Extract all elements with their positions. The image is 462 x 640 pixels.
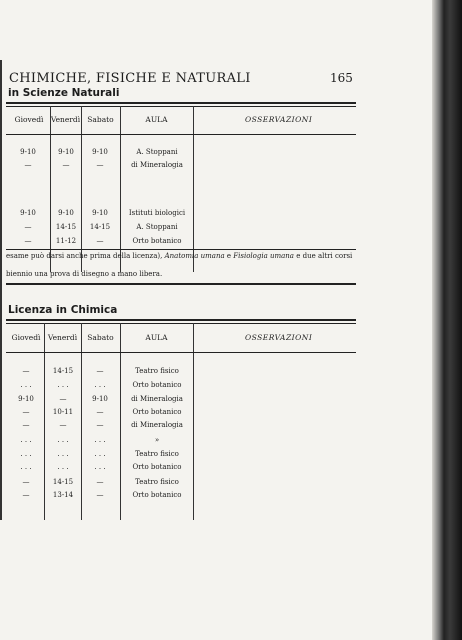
- cell-venerdi: 14-15: [52, 367, 74, 375]
- cell-aula: Teatro fisico: [135, 450, 179, 458]
- cell-sabato: —: [96, 491, 104, 499]
- cell-aula: A. Stoppani: [136, 223, 178, 231]
- cell-venerdi: —: [59, 421, 67, 429]
- table1-top-rule: [6, 102, 356, 104]
- cell-aula: Istituti biologici: [128, 209, 186, 217]
- col-header-osservazioni: OSSERVAZIONI: [245, 333, 313, 342]
- section-title-licenza-chimica: Licenza in Chimica: [8, 304, 118, 316]
- cell-giovedi: 9-10: [20, 209, 36, 217]
- col-header-giovedi: Giovedì: [14, 115, 44, 124]
- cell-giovedi: —: [22, 367, 30, 375]
- cell-venerdi: 11-12: [55, 237, 77, 245]
- col-header-sabato: Sabato: [87, 115, 114, 124]
- table1-col-divider: [120, 106, 121, 272]
- cell-giovedi: . . .: [20, 463, 32, 471]
- cell-giovedi: —: [24, 237, 32, 245]
- table1-col-divider: [81, 106, 82, 272]
- cell-sabato: 14-15: [89, 223, 111, 231]
- col-header-aula: AULA: [145, 333, 168, 342]
- note-italic-anatomia: Anatomia umana: [164, 252, 225, 260]
- note-text: e due altri corsi: [296, 252, 353, 260]
- table2-top-rule-thin: [6, 323, 356, 324]
- cell-giovedi: —: [22, 421, 30, 429]
- cell-giovedi: —: [22, 408, 30, 416]
- cell-sabato: —: [96, 161, 104, 169]
- cell-venerdi: 14-15: [55, 223, 77, 231]
- cell-giovedi: —: [22, 491, 30, 499]
- cell-sabato: 9-10: [92, 209, 108, 217]
- cell-venerdi: . . .: [57, 450, 69, 458]
- cell-giovedi: 9-10: [20, 148, 36, 156]
- note-italic-fisiologia: Fisiologia umana: [233, 252, 294, 260]
- cell-venerdi: . . .: [57, 436, 69, 444]
- cell-sabato: . . .: [94, 463, 106, 471]
- table1-header-rule: [6, 134, 356, 135]
- col-header-venerdi: Venerdì: [47, 333, 78, 342]
- table2-header-rule: [6, 352, 356, 353]
- cell-aula: »: [154, 436, 160, 444]
- cell-venerdi: 14-15: [52, 478, 74, 486]
- cell-giovedi: . . .: [20, 436, 32, 444]
- page-edge-line: [0, 60, 2, 310]
- table1-top-rule-thin: [6, 106, 356, 107]
- col-header-sabato: Sabato: [87, 333, 114, 342]
- cell-sabato: —: [96, 408, 104, 416]
- cell-aula: Orto botanico: [132, 491, 182, 499]
- cell-venerdi: —: [59, 395, 67, 403]
- table1-col-divider: [50, 106, 51, 272]
- cell-aula: di Mineralogia: [131, 161, 183, 169]
- note-text: esame può darsi anche prima della licenza),: [6, 252, 163, 260]
- book-binding-edge: [432, 0, 462, 640]
- cell-venerdi: . . .: [57, 463, 69, 471]
- cell-giovedi: . . .: [20, 381, 32, 389]
- cell-giovedi: 9-10: [18, 395, 34, 403]
- cell-venerdi: 10-11: [52, 408, 74, 416]
- cell-sabato: —: [96, 237, 104, 245]
- table1-bottom-rule: [6, 249, 356, 250]
- cell-venerdi: —: [62, 161, 70, 169]
- cell-venerdi: 9-10: [58, 148, 74, 156]
- col-header-venerdi: Venerdì: [50, 115, 81, 124]
- footnote-line-1: [6, 252, 352, 260]
- cell-sabato: 9-10: [92, 148, 108, 156]
- cell-venerdi: 13-14: [52, 491, 74, 499]
- note-text: e: [226, 252, 232, 260]
- cell-aula: Teatro fisico: [135, 367, 179, 375]
- cell-sabato: . . .: [94, 450, 106, 458]
- col-header-aula: AULA: [145, 115, 168, 124]
- cell-venerdi: 9-10: [58, 209, 74, 217]
- cell-giovedi: —: [24, 161, 32, 169]
- col-header-osservazioni: OSSERVAZIONI: [245, 115, 313, 124]
- footnote-line-2: biennio una prova di disegno a mano libera.: [6, 270, 163, 278]
- col-header-giovedi: Giovedì: [11, 333, 41, 342]
- cell-giovedi: . . .: [20, 450, 32, 458]
- table2-top-rule: [6, 319, 356, 321]
- cell-giovedi: —: [24, 223, 32, 231]
- cell-sabato: —: [96, 367, 104, 375]
- cell-sabato: —: [96, 478, 104, 486]
- cell-sabato: . . .: [94, 436, 106, 444]
- cell-aula: Orto botanico: [132, 381, 182, 389]
- cell-aula: Orto botanico: [132, 237, 182, 245]
- section-title-scienze-naturali: in Scienze Naturali: [8, 87, 120, 99]
- cell-giovedi: —: [22, 478, 30, 486]
- cell-sabato: . . .: [94, 381, 106, 389]
- cell-sabato: —: [96, 421, 104, 429]
- cell-venerdi: . . .: [57, 381, 69, 389]
- section1-end-rule: [6, 283, 356, 285]
- cell-aula: di Mineralogia: [131, 395, 183, 403]
- cell-aula: di Mineralogia: [131, 421, 183, 429]
- page-edge-line-lower: [0, 300, 2, 520]
- cell-aula: Teatro fisico: [135, 478, 179, 486]
- cell-aula: Orto botanico: [132, 463, 182, 471]
- table1-col-divider: [193, 106, 194, 272]
- running-header-title: CHIMICHE, FISICHE E NATURALI: [9, 71, 251, 86]
- cell-aula: A. Stoppani: [136, 148, 178, 156]
- cell-aula: Orto botanico: [132, 408, 182, 416]
- cell-sabato: 9-10: [92, 395, 108, 403]
- page-number: 165: [330, 71, 353, 85]
